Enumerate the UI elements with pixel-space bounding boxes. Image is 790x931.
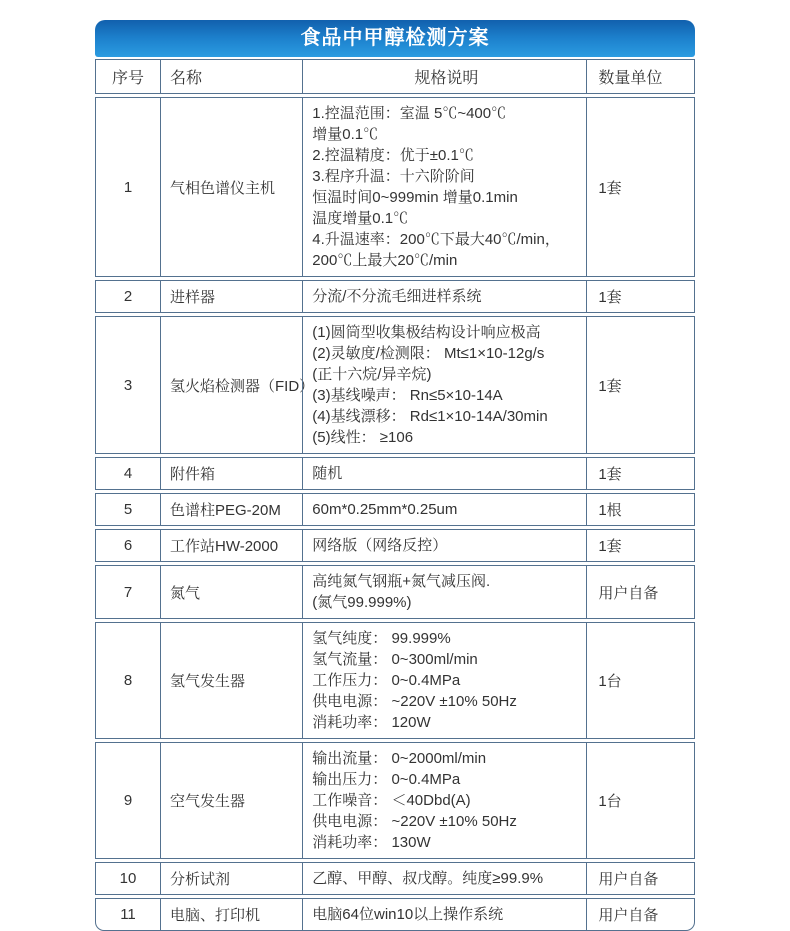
table-body [95, 59, 695, 931]
cell-specification [302, 743, 586, 858]
item-name-text: 氢气发生器 [169, 673, 245, 690]
cell-serial-no: 1 [123, 178, 133, 196]
spec-line: 消耗功率： 120W [312, 714, 431, 731]
spec-line: 工作噪音： ＜40Dbd(A) [312, 792, 471, 809]
spec-line: 温度增量0.1℃ [312, 210, 409, 227]
spec-line: 消耗功率： 130W [312, 834, 431, 851]
table-row [95, 280, 695, 313]
cell-quantity-unit: 1台 [586, 743, 694, 858]
cell-quantity-unit: 1台 [586, 623, 694, 738]
spec-line: 供电电源： ~220V ±10% 50Hz [312, 813, 517, 830]
spec-line: 输出流量： 0~2000ml/min [312, 750, 487, 767]
spec-line: 输出压力： 0~0.4MPa [312, 771, 461, 788]
cell-item-name [160, 458, 302, 489]
item-name-text: 色谱柱PEG-20M [169, 502, 281, 519]
item-name-text: 附件箱 [169, 466, 215, 483]
cell-specification [302, 281, 586, 312]
item-name-text: 氮气 [169, 584, 200, 602]
cell-quantity-unit: 用户自备 [586, 863, 694, 894]
spec-line: 4.升温速率：200℃下最大40℃/min， [312, 231, 560, 248]
cell-serial-no: 8 [123, 672, 133, 689]
cell-specification [302, 98, 586, 276]
cell-item-name [160, 743, 302, 858]
spec-table [95, 20, 695, 931]
cell-item-name [160, 281, 302, 312]
spec-line: (氮气99.999%) [312, 594, 412, 611]
cell-quantity-unit: 1套 [586, 317, 694, 453]
spec-line: 氢气纯度： 99.999% [312, 630, 451, 647]
cell-serial-no: 5 [123, 501, 133, 518]
cell-serial-no: 6 [123, 537, 133, 554]
column-header: 名称 [160, 60, 302, 93]
column-header: 规格说明 [302, 60, 586, 93]
spec-line: (2)灵敏度/检测限： Mt≤1×10-12g/s [312, 345, 545, 362]
cell-item-name [160, 530, 302, 561]
spec-line: 网络版（网络反控） [312, 537, 448, 554]
cell-serial-no: 7 [123, 583, 133, 601]
cell-serial-no: 4 [123, 465, 133, 482]
cell-quantity-unit: 1套 [586, 98, 694, 276]
cell-serial-no: 10 [119, 870, 137, 887]
cell-item-name [160, 494, 302, 525]
item-name-text: 氢火焰检测器（FID） [169, 377, 315, 395]
spec-line: 高纯氮气钢瓶+氮气减压阀. [312, 573, 491, 590]
cell-specification [302, 317, 586, 453]
cell-quantity-unit: 用户自备 [586, 566, 694, 618]
cell-specification [302, 494, 586, 525]
cell-quantity-unit: 1套 [586, 530, 694, 561]
spec-line: 恒温时间0~999min 增量0.1min [312, 189, 518, 206]
spec-line: 乙醇、甲醇、叔戊醇。纯度≥99.9% [312, 870, 544, 887]
cell-quantity-unit: 1根 [586, 494, 694, 525]
table-row [95, 529, 695, 562]
spec-line: (5)线性： ≥106 [312, 429, 414, 446]
table-title: 食品中甲醇检测方案 [95, 20, 695, 57]
spec-line: 供电电源： ~220V ±10% 50Hz [312, 693, 517, 710]
spec-line: 氢气流量： 0~300ml/min [312, 651, 478, 668]
table-row [95, 565, 695, 619]
table-row [95, 898, 695, 931]
cell-item-name [160, 899, 302, 930]
spec-line: (4)基线漂移： Rd≤1×10-14A/30min [312, 408, 548, 425]
cell-item-name [160, 863, 302, 894]
table-row [95, 457, 695, 490]
cell-specification [302, 623, 586, 738]
cell-serial-no: 2 [123, 288, 133, 305]
spec-line: 分流/不分流毛细进样系统 [312, 288, 482, 305]
cell-specification [302, 863, 586, 894]
item-name-text: 空气发生器 [169, 793, 245, 810]
cell-serial-no: 3 [123, 376, 133, 394]
spec-line: 2.控温精度：优于±0.1℃ [312, 147, 474, 164]
cell-item-name [160, 317, 315, 453]
table-header-row [95, 59, 695, 94]
cell-specification [302, 530, 586, 561]
column-header: 序号 [111, 70, 144, 87]
spec-line: 工作压力： 0~0.4MPa [312, 672, 461, 689]
spec-line: 随机 [312, 465, 343, 482]
cell-specification [302, 566, 586, 618]
item-name-text: 分析试剂 [169, 871, 230, 888]
cell-specification [302, 899, 586, 930]
item-name-text: 电脑、打印机 [169, 907, 260, 924]
cell-item-name [160, 98, 302, 276]
cell-quantity-unit: 用户自备 [586, 899, 694, 930]
spec-line: (正十六烷/异辛烷) [312, 366, 432, 383]
column-header: 数量单位 [586, 60, 694, 93]
table-row [95, 97, 695, 277]
spec-line: (1)圆筒型收集极结构设计响应极高 [312, 324, 541, 341]
cell-quantity-unit: 1套 [586, 458, 694, 489]
item-name-text: 进样器 [169, 289, 215, 306]
cell-specification [302, 458, 586, 489]
table-row [95, 316, 695, 454]
spec-line: 3.程序升温：十六阶阶间 [312, 168, 475, 185]
table-row [95, 862, 695, 895]
table-row [95, 742, 695, 859]
cell-item-name [160, 566, 302, 618]
table-row [95, 622, 695, 739]
cell-item-name [160, 623, 302, 738]
spec-line: 60m*0.25mm*0.25um [312, 501, 458, 518]
spec-line: 200℃上最大20℃/min [312, 252, 458, 269]
table-row [95, 493, 695, 526]
spec-line: 增量0.1℃ [312, 126, 379, 143]
spec-line: 电脑64位win10以上操作系统 [312, 906, 504, 923]
item-name-text: 气相色谱仪主机 [169, 179, 275, 197]
spec-line: 1.控温范围：室温 5℃~400℃ [312, 105, 507, 122]
cell-serial-no: 11 [120, 906, 136, 923]
spec-line: (3)基线噪声： Rn≤5×10-14A [312, 387, 503, 404]
item-name-text: 工作站HW-2000 [169, 538, 279, 555]
cell-quantity-unit: 1套 [586, 281, 694, 312]
cell-serial-no: 9 [123, 792, 133, 809]
